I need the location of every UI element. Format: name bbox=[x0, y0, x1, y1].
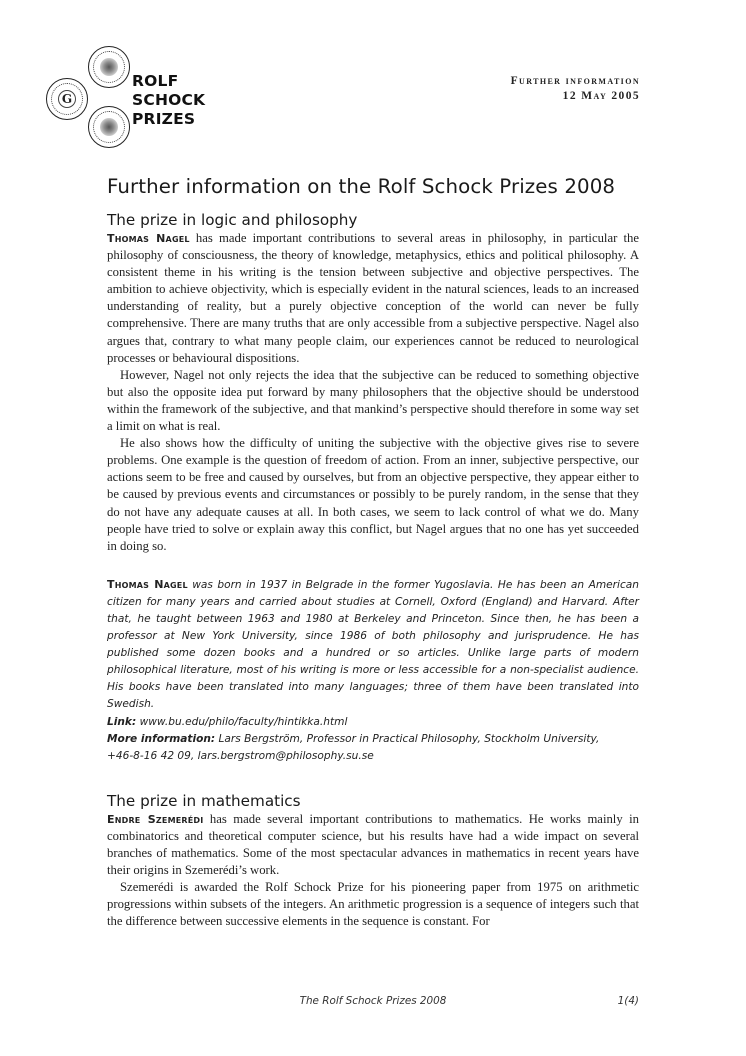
laureate-bio bbox=[107, 576, 639, 765]
laureate-name: Thomas Nagel bbox=[107, 232, 190, 245]
logo-line-1: ROLF bbox=[132, 72, 179, 90]
section-heading-math: The prize in mathematics bbox=[107, 791, 301, 810]
footer-title: The Rolf Schock Prizes 2008 bbox=[299, 995, 447, 1007]
bio-body: was born in 1937 in Belgrade in the former Yugoslavia. He has been an American citizen for many years and carried about studies at Cornell, Oxford (England) and Harvard. After that, he taught between 1963 and 1980 at Berkeley and Princeton. Since then, he has been a professor at New York University, since 1986 of both philosophy and jurisprudence. He has published some dozen books and a hundred or so articles. Unlike large parts of modern philosophical literature, most of his writing is more or less accessible for a non-specialist audience. His books have been translated into many languages; three of them have been translated into Swedish. bbox=[107, 578, 639, 711]
bio-text bbox=[107, 576, 639, 714]
logo-line-3: PRIZES bbox=[132, 110, 196, 128]
page-number: 1(4) bbox=[617, 995, 639, 1007]
more-info-phone-email: +46-8-16 42 09, lars.bergstrom@philosophy.su.se bbox=[107, 749, 374, 762]
logo-wordmark bbox=[132, 72, 205, 129]
header-date: 12 May 2005 bbox=[562, 90, 640, 102]
document-header bbox=[511, 74, 640, 104]
logic-paragraph-3: He also shows how the difficulty of uniting the subjective with the objective gives rise to severe problems. One example is the question of freedom of action. From an inner, subjective perspective, our actions seem to be free and caused by ourselves, but from an objective perspective, they appear either to be caused by previous events and circumstances or possibly to be purely random, in the sense that they do not have any adequate causes at all. In both cases, we seem to lack control of what we do. Many people have tried to solve or explain away this conflict, but Nagel argues that no one has yet succeeded in doing so. bbox=[107, 436, 639, 553]
bio-name: Thomas Nagel bbox=[107, 577, 188, 591]
laureate-name: Endre Szemerédi bbox=[107, 812, 204, 826]
logo-line-2: SCHOCK bbox=[132, 91, 206, 109]
page-title: Further information on the Rolf Schock Prizes 2008 bbox=[107, 175, 616, 198]
math-paragraph-1 bbox=[107, 811, 639, 879]
academy-seal-icon bbox=[88, 46, 130, 88]
math-paragraph-1-text: has made several important contributions to mathematics. He works mainly in combinatorics and theoretical computer science, but his results have had a wide impact on several branches of mathematics. Some of the most spectacular advances in mathematics in recent years have their origins in Szemerédi’s work. bbox=[107, 811, 639, 878]
crest-seal-icon bbox=[88, 106, 130, 148]
logic-paragraph-1 bbox=[107, 230, 639, 367]
link-label: Link: bbox=[107, 715, 137, 728]
math-paragraph-2: Szemerédi is awarded the Rolf Schock Prize for his pioneering paper from 1975 on arithmetic progressions within subsets of the integers. An arithmetic progression is a sequence of integers such that the difference between successive elements in the sequence is constant. For bbox=[107, 880, 639, 929]
mathematics-section bbox=[107, 791, 639, 931]
more-info-line bbox=[107, 731, 639, 748]
page-footer bbox=[107, 995, 639, 1011]
monogram-seal-icon bbox=[46, 78, 88, 120]
bio-link-line bbox=[107, 714, 639, 731]
bio-link[interactable]: www.bu.edu/philo/faculty/hintikka.html bbox=[139, 715, 348, 728]
logic-paragraph-1-text: has made important contributions to several areas in philosophy, in particular the philosophy of consciousness, the theory of knowledge, metaphysics, ethics and political philosophy. A consistent theme in his writing is the tension between subjective and objective perspectives. The ambition to achieve objectivity, which is especially evident in the natural sciences, leads to an increased understanding of reality, but a purely objective conception of the world can never be fully comprehensive. There are many truths that are only accessible from a subjective perspective. Nagel also argues that, contrary to what many people claim, our experiences cannot be reduced to neurological processes or behavioural dispositions. bbox=[107, 231, 639, 365]
header-label: Further information bbox=[510, 75, 640, 87]
logic-philosophy-section bbox=[107, 210, 639, 765]
more-info-label: More information: bbox=[107, 732, 216, 745]
section-heading-logic: The prize in logic and philosophy bbox=[107, 211, 358, 229]
main-content bbox=[107, 174, 639, 930]
more-info-contact: Lars Bergström, Professor in Practical Philosophy, Stockholm University, bbox=[218, 732, 600, 745]
rolf-schock-prizes-logo bbox=[46, 46, 206, 150]
logic-paragraph-2: However, Nagel not only rejects the idea that the subjective can be reduced to something objective but also the opposite idea put forward by many philosophers that the objective should be understood within the framework of the subjective, and that mankind’s perspective should therefore in some way set a limit on what is real. bbox=[107, 367, 639, 434]
